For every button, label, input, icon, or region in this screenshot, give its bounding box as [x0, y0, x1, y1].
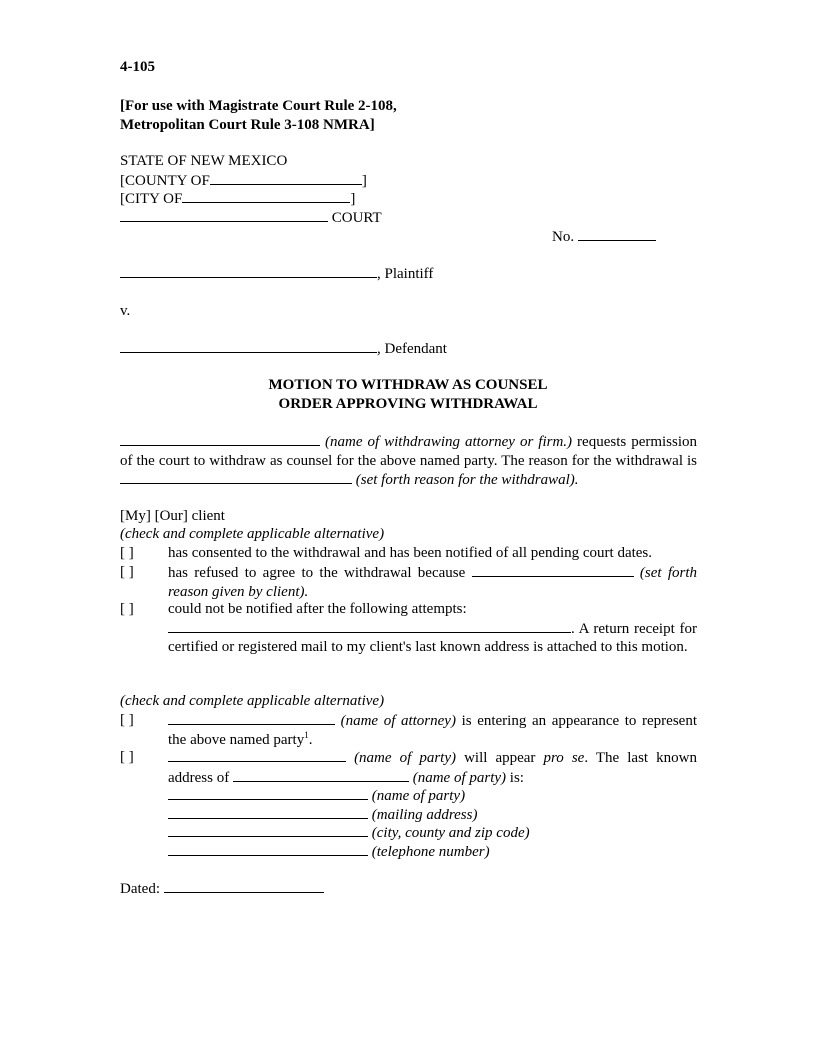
- attempts-blank[interactable]: [168, 619, 571, 633]
- address-mailing-blank[interactable]: [168, 805, 368, 819]
- address-name-blank[interactable]: [168, 786, 368, 800]
- dated-line: [120, 879, 324, 898]
- appearance-option-2-checkbox[interactable]: [ ]: [120, 749, 134, 765]
- state-line: STATE OF NEW MEXICO: [120, 153, 288, 169]
- address-is-label: is:: [509, 769, 524, 786]
- court-blank[interactable]: [120, 208, 328, 222]
- appearance-option-1-checkbox[interactable]: [ ]: [120, 712, 134, 728]
- address-line-name: [168, 786, 465, 805]
- county-bracket: ]: [361, 173, 367, 189]
- client-option-2-text: has refused to agree to the withdrawal because: [168, 565, 466, 581]
- address-party-hint: (name of party): [412, 769, 507, 786]
- county-blank[interactable]: [210, 171, 362, 185]
- address-line-mailing: [168, 805, 477, 824]
- title-line-2: ORDER APPROVING WITHDRAWAL: [278, 396, 538, 412]
- case-number-blank[interactable]: [578, 227, 656, 241]
- client-option-2: [168, 563, 697, 601]
- city-bracket: ]: [350, 191, 356, 207]
- client-option-3-text: could not be notified after the following attempts:: [168, 601, 467, 617]
- client-option-1-checkbox[interactable]: [ ]: [120, 545, 134, 561]
- address-line-city: [168, 823, 530, 842]
- city-label: [CITY OF: [120, 191, 183, 207]
- defendant-label: , Defendant: [377, 341, 447, 357]
- client-option-3-receipt-block: [168, 619, 697, 657]
- appearance-option-2: [168, 748, 697, 787]
- footnote-mark: 1: [304, 729, 309, 740]
- case-number-label: No.: [552, 229, 575, 245]
- address-of-label: address of: [168, 769, 230, 786]
- pro-se-party-blank[interactable]: [168, 748, 346, 762]
- address-line-phone: [168, 842, 490, 861]
- new-attorney-hint: (name of attorney): [340, 713, 456, 729]
- pro-se-term: pro se: [543, 750, 585, 766]
- defendant-blank[interactable]: [120, 339, 377, 353]
- address-phone-blank[interactable]: [168, 842, 368, 856]
- versus: v.: [120, 303, 131, 319]
- new-attorney-blank[interactable]: [168, 711, 335, 725]
- reason-hint: (set forth reason for the withdrawal).: [355, 472, 579, 489]
- client-option-3-receipt: . A return receipt for certified or registered mail to my client's last known address is attached to this motion.: [168, 620, 697, 656]
- appearance-option-1-text: is entering an appearance to represent the above named party: [168, 713, 698, 748]
- refusal-reason-hint: (set forth reason given by client).: [168, 565, 697, 600]
- request-paragraph: [120, 432, 697, 490]
- address-party-blank[interactable]: [233, 768, 409, 782]
- use-line-1: [For use with Magistrate Court Rule 2-108,: [120, 98, 397, 114]
- request-text: requests permission of the court to withdraw as counsel for the above named party. The reason for the withdrawal is: [120, 434, 698, 469]
- court-line: [120, 208, 382, 227]
- form-number: 4-105: [120, 59, 155, 75]
- court-label: COURT: [331, 210, 382, 226]
- client-option-3-checkbox[interactable]: [ ]: [120, 601, 134, 617]
- address-city-hint: (city, county and zip code): [371, 825, 530, 841]
- county-label: [COUNTY OF: [120, 173, 210, 189]
- dated-label: Dated:: [120, 881, 160, 897]
- appearance-option-2-text-b: . The last known: [584, 750, 697, 766]
- withdrawing-attorney-blank[interactable]: [120, 432, 320, 446]
- use-line-2: Metropolitan Court Rule 3-108 NMRA]: [120, 117, 375, 133]
- dated-blank[interactable]: [164, 879, 324, 893]
- case-number-line: [552, 227, 656, 246]
- client-heading: [My] [Our] client: [120, 508, 225, 524]
- refusal-reason-blank[interactable]: [472, 563, 634, 577]
- withdrawing-attorney-hint: (name of withdrawing attorney or firm.): [325, 434, 573, 450]
- appearance-option-2-text-a: will appear: [464, 750, 536, 766]
- client-option-2-checkbox[interactable]: [ ]: [120, 564, 134, 580]
- address-phone-hint: (telephone number): [371, 844, 490, 860]
- address-mailing-hint: (mailing address): [371, 807, 478, 823]
- client-option-3: [168, 600, 697, 657]
- client-instruction: (check and complete applicable alternative): [120, 526, 385, 542]
- address-city-blank[interactable]: [168, 823, 368, 837]
- title-line-1: MOTION TO WITHDRAW AS COUNSEL: [268, 377, 548, 393]
- plaintiff-label: , Plaintiff: [377, 266, 434, 282]
- city-blank[interactable]: [182, 189, 350, 203]
- reason-blank[interactable]: [120, 470, 352, 484]
- plaintiff-line: [120, 264, 433, 283]
- pro-se-party-hint: (name of party): [354, 750, 456, 766]
- address-name-hint: (name of party): [371, 788, 466, 804]
- appearance-option-1: [168, 711, 697, 749]
- city-line: [120, 189, 355, 208]
- appearance-period: .: [308, 731, 313, 748]
- defendant-line: [120, 339, 447, 358]
- client-option-1: has consented to the withdrawal and has been notified of all pending court dates.: [168, 545, 653, 561]
- appearance-instruction: (check and complete applicable alternative): [120, 693, 385, 709]
- plaintiff-blank[interactable]: [120, 264, 377, 278]
- county-line: [120, 171, 367, 190]
